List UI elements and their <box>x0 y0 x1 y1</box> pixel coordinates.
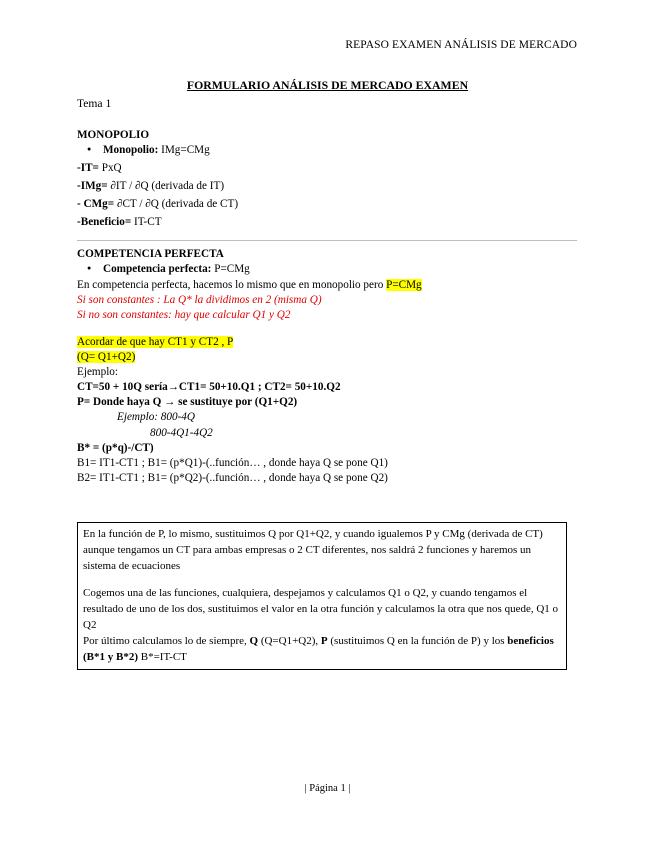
highlighted-text: (Q= Q1+Q2) <box>77 350 136 363</box>
formula-line <box>77 161 577 176</box>
monopolio-bullet-label: Monopolio: <box>103 143 159 156</box>
red-note: Si no son constantes: hay que calcular Q1 y Q2 <box>77 308 291 321</box>
section-divider <box>77 240 577 241</box>
main-content <box>77 96 577 486</box>
competencia-heading: COMPETENCIA PERFECTA <box>77 248 224 261</box>
formula-value: ∂IT / ∂Q (derivada de IT) <box>107 179 225 192</box>
ejemplo-label: Ejemplo: <box>77 366 119 379</box>
formula-value: ∂CT / ∂Q (derivada de CT) <box>114 198 239 211</box>
formula-line <box>77 197 577 212</box>
formula-value: PxQ <box>98 161 122 174</box>
tema-label: Tema 1 <box>77 97 112 110</box>
ct-formula: CT=50 + 10Q sería→CT1= 50+10.Q1 ; CT2= 50+10.Q2 <box>77 381 341 394</box>
formula-label: -Beneficio= <box>77 216 132 229</box>
competencia-line <box>77 278 577 293</box>
b2-formula: B2= IT1-CT1 ; B1= (p*Q2)-(..función… , donde haya Q se pone Q2) <box>77 471 388 484</box>
b1-formula: B1= IT1-CT1 ; B1= (p*Q1)-(..función… , donde haya Q se pone Q1) <box>77 456 388 469</box>
document-title: FORMULARIO ANÁLISIS DE MERCADO EXAMEN <box>186 78 469 92</box>
box-paragraph: Cogemos una de las funciones, cualquiera, despejamos y calculamos Q1 o Q2, y cuando tengamos el resultado de uno de los dos, sustituimos el valor en la otra función y calculamos la otra que nos quede, Q1 o Q2 <box>83 586 559 631</box>
box-bold: P <box>320 634 328 647</box>
box-text: B*=IT-CT <box>138 650 187 663</box>
box-bold: Q <box>249 634 259 647</box>
monopolio-bullet-value: IMg=CMg <box>158 143 210 156</box>
competencia-bullet-label: Competencia perfecta: <box>103 263 212 276</box>
formula-value: IT-CT <box>131 216 162 229</box>
competencia-bullet-value: P=CMg <box>211 263 250 276</box>
competencia-section <box>77 247 577 486</box>
box-bold: beneficios (B*1 y B*2) <box>83 634 554 663</box>
monopolio-heading: MONOPOLIO <box>77 128 150 141</box>
formula-label: -IT= <box>77 161 99 174</box>
formula-line <box>77 179 577 194</box>
highlighted-note <box>77 335 577 350</box>
competencia-bullet <box>77 262 577 277</box>
highlighted-note <box>77 350 577 365</box>
example-formula: Ejemplo: 800-4Q <box>117 411 195 424</box>
box-text: (Q=Q1+Q2), <box>258 634 321 647</box>
formula-label: -IMg= <box>77 179 108 192</box>
monopolio-section <box>77 128 577 231</box>
box-text: Por último calculamos lo de siempre, <box>83 634 250 647</box>
explanation-box <box>77 522 567 670</box>
p-formula: P= Donde haya Q → se sustituye por (Q1+Q2) <box>77 396 298 409</box>
box-paragraph <box>83 634 561 666</box>
formula-line <box>77 215 577 230</box>
page-footer: | Página 1 | <box>304 783 351 794</box>
monopolio-bullet <box>77 143 577 158</box>
highlighted-formula: P=CMg <box>386 278 422 291</box>
highlighted-text: Acordar de que hay CT1 y CT2 , P <box>77 335 234 348</box>
page-header: REPASO EXAMEN ANÁLISIS DE MERCADO <box>345 39 577 51</box>
red-note: Si son constantes : La Q* la dividimos en 2 (misma Q) <box>77 293 322 306</box>
competencia-text: En competencia perfecta, hacemos lo mismo que en monopolio pero <box>77 278 387 291</box>
box-paragraph: En la función de P, lo mismo, sustituimos Q por Q1+Q2, y cuando igualemos P y CMg (derivada de CT) aunque tengamos un CT para ambas empresas o 2 CT diferentes, nos saldrá 2 funciones y haremos un sistema de ecuaciones <box>83 528 543 572</box>
example-formula: 800-4Q1-4Q2 <box>150 426 213 439</box>
beneficio-formula: B* = (p*q)-/CT) <box>77 441 154 454</box>
box-text: (sustituimos Q en la función de P) y los <box>327 634 508 647</box>
formula-label: - CMg= <box>77 198 115 211</box>
